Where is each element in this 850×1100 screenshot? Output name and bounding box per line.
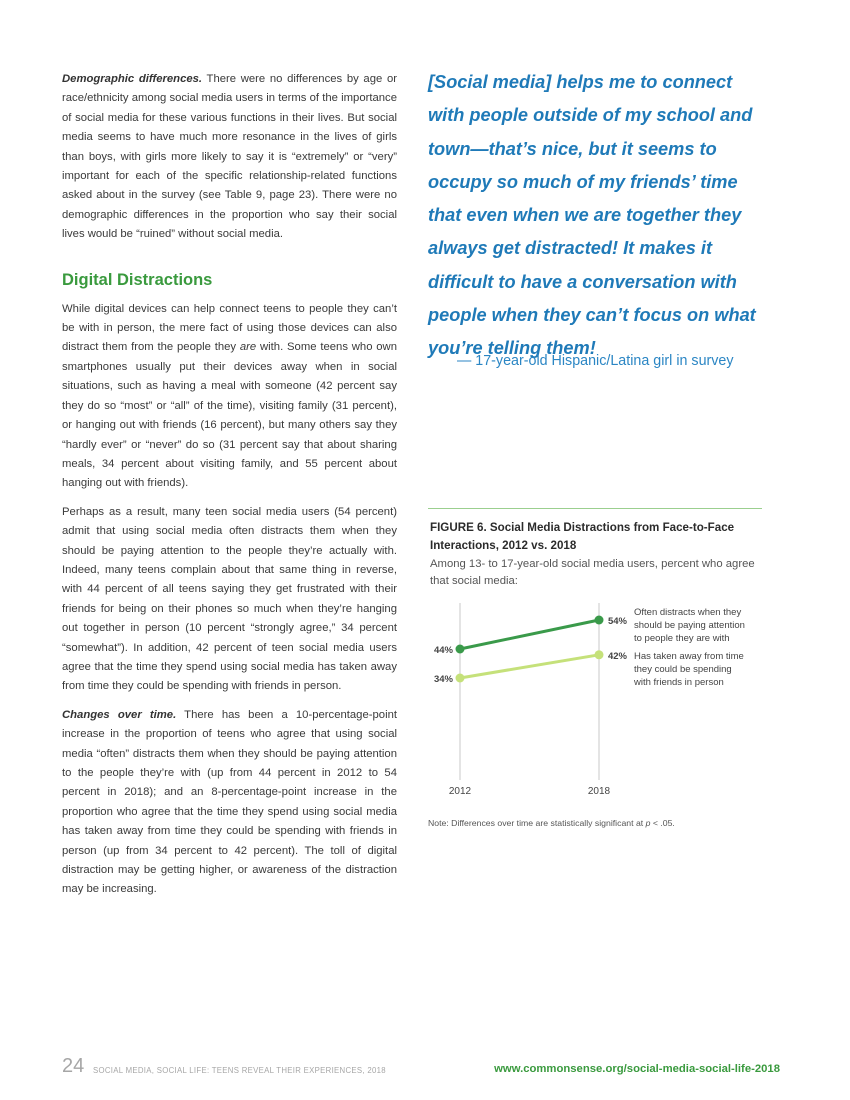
paragraph-text: There has been a 10-percentage-point increase in the proportion of teens who agree that using social media “often” distracts them when they should be paying attention to the people they’re with (up from 44 percent in 2012 to 54 percent in 2018); and an 8-percentage-point increase in the proportion who agree that the time they spend using social media has taken away from time they could be spending with friends in person (up from 34 percent to 42 percent). The toll of digital distraction may be getting higher, or awareness of the distraction may be increasing. (62, 708, 397, 896)
data-label-0-2012: 44% (433, 645, 453, 656)
paragraph-text: While digital devices can help connect teens to people they can’t be with in person, the mere fact of using those devices can also distract them from the people they (62, 302, 397, 354)
runin-heading: Demographic differences. (62, 73, 203, 85)
figure-subtitle: Among 13- to 17-year-old social media users, percent who agree that social media: (430, 558, 755, 587)
legend-entry-1-line-2: with friends in person (634, 677, 724, 688)
note-prefix: Note: Differences over time are statistically significant at (428, 818, 646, 828)
paragraph-changes-over-time (62, 706, 397, 900)
legend-entry-0-line-1: should be paying attention (634, 620, 745, 631)
footer-doc-title: SOCIAL MEDIA, SOCIAL LIFE: TEENS REVEAL THEIR EXPERIENCES, 2018 (93, 1066, 386, 1075)
note-suffix: < .05. (650, 818, 675, 828)
legend-entry-0-line-2: to people they are with (634, 633, 730, 644)
section-heading: Digital Distractions (62, 270, 213, 289)
x-tick-label-2018: 2018 (587, 786, 611, 797)
figure-divider (428, 508, 762, 509)
paragraph-digital-distractions (62, 300, 397, 494)
legend-entry-0-line-0: Often distracts when they (634, 607, 742, 618)
x-tick-label-2012: 2012 (448, 786, 472, 797)
data-label-0-2018: 54% (607, 616, 627, 627)
paragraph-text: with. Some teens who own smartphones usually put their devices away when in social situations, such as having a meal with someone (42 percent say they do so “most” or “all” of the time), visiting family (31 percent), or hanging out with friends (16 percent), but many others say they “hardly ever” or “never” do so (31 percent say that about sharing meals, 34 percent about visiting family, and 55 percent about hanging out with friends). (62, 341, 397, 490)
paragraph-demographic-differences (62, 70, 397, 245)
figure-note (428, 818, 768, 828)
legend-entry-1-line-1: they could be spending (634, 664, 732, 675)
data-point-1-2012 (456, 674, 465, 683)
quote-attribution: — 17-year-old Hispanic/Latina girl in survey (457, 353, 734, 369)
paragraph-distraction-results (62, 503, 397, 697)
figure-title: FIGURE 6. Social Media Distractions from Face-to-Face Interactions, 2012 vs. 2018 (430, 521, 735, 552)
runin-heading: Changes over time. (62, 708, 177, 721)
emphasis-text: are (239, 341, 257, 354)
data-point-0-2018 (595, 616, 604, 625)
data-point-0-2012 (456, 645, 465, 654)
line-chart (428, 598, 768, 803)
paragraph-text: Perhaps as a result, many teen social media users (54 percent) admit that using social media often distracts them when they should be paying attention to the people they’re actually with. Indeed, many teens complain about that same thing in reverse, with 44 percent of all teens saying they get frustrated with their friends for being on their phones so much when they’re hanging out together in person (10 percent “strongly agree,” 34 percent “somewhat”). In addition, 42 percent of teen social media users agree that the time they spend using social media has taken away from time they could be spending with friends in person. (62, 505, 397, 693)
series-line-0 (460, 620, 599, 649)
data-point-1-2018 (595, 650, 604, 659)
footer-url-link[interactable]: www.commonsense.org/social-media-social-life-2018 (494, 1063, 780, 1075)
series-line-1 (460, 655, 599, 678)
data-label-1-2018: 42% (607, 650, 627, 662)
legend-entry-1-line-0: Has taken away from time (634, 651, 744, 662)
page-number: 24 (62, 1055, 85, 1077)
paragraph-text: There were no differences by age or race/ethnicity among social media users in terms of the importance of social media for these various functions in their lives. But social media seems to have much more resonance in the lives of girls than boys, with girls more likely to say it is “extremely” or “very” important for each of the specific relationship-related functions asked about in the survey (see Table 9, page 23). There were no demographic differences in the proportion who say their social lives would be “ruined” without social media. (62, 73, 397, 241)
note-p-symbol: p (645, 818, 651, 828)
body-text-column (62, 70, 397, 909)
pull-quote: [Social media] helps me to connect with people outside of my school and town—that’s nice, but it seems to occupy so much of my friends’ time that even when we are together they always get distracted! It makes it difficult to have a conversation with people when they can’t focus on what you’re telling them! (428, 72, 756, 359)
data-label-1-2012: 34% (433, 674, 453, 685)
